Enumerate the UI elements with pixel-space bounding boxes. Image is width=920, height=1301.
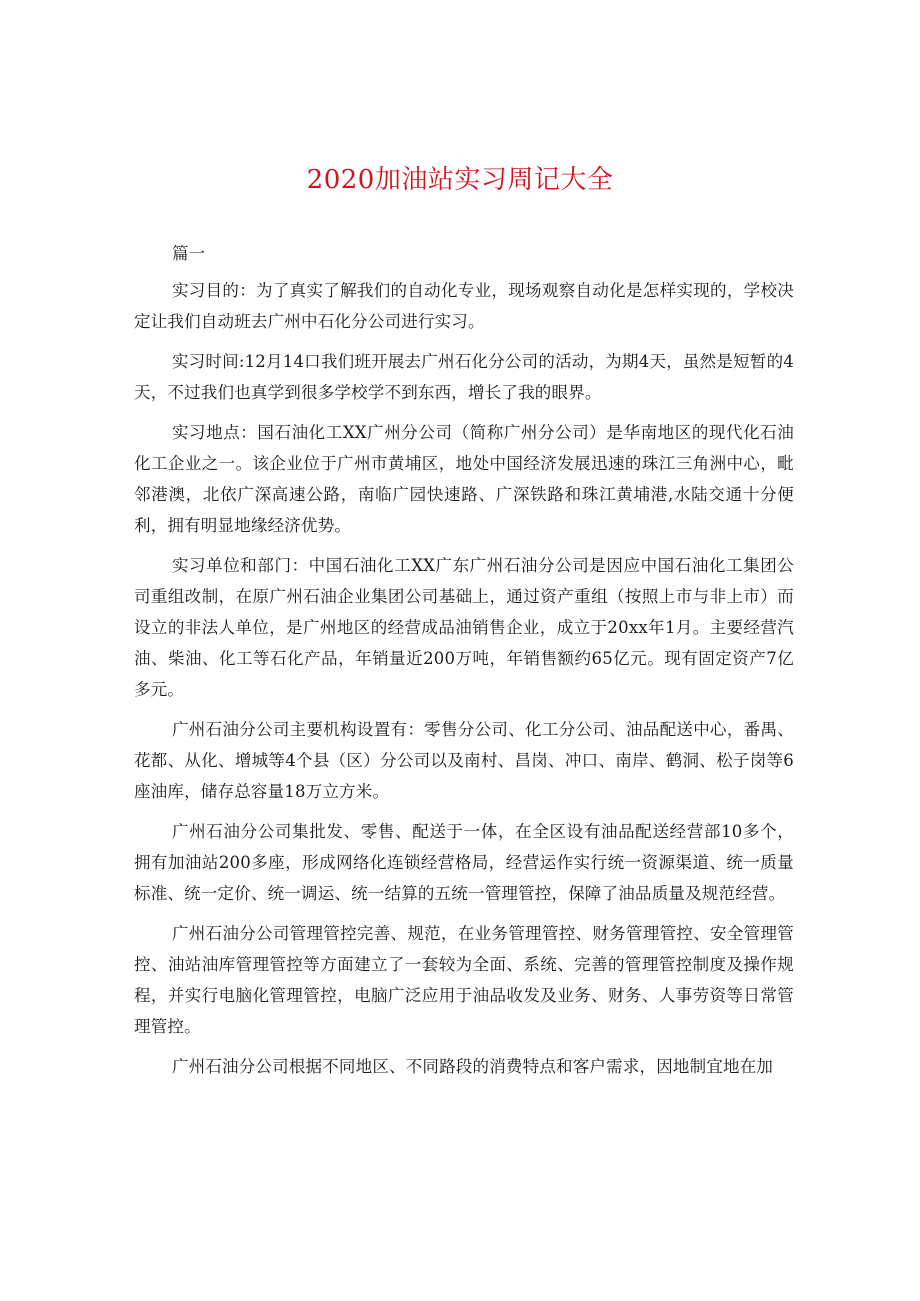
paragraph-time: 实习时间:12月14口我们班开展去广州石化分公司的活动，为期4天，虽然是短暂的4天，不过我们也真学到很多学校学不到东西，增长了我的眼界。 [134,352,794,402]
document-title: 2020加油站实习周记大全 [306,165,614,195]
paragraph-location: 实习地点：国石油化工XX广州分公司（简称广州分公司）是华南地区的现代化石油化工企业之一。该企业位于广州市黄埔区，地处中国经济发展迅速的珠江三角洲中心，毗邻港澳，北依广深高速公路，南临广园快速路、广深铁路和珠江黄埔港,水陆交通十分便利，拥有明显地缘经济优势。 [134,423,794,535]
paragraph-demand: 广州石油分公司根据不同地区、不同路段的消费特点和客户需求，因地制宜地在加 [171,1057,774,1076]
paragraph-organization: 广州石油分公司主要机构设置有：零售分公司、化工分公司、油品配送中心，番禺、花都、从化、增城等4个县（区）分公司以及南村、昌岗、冲口、南岸、鹤洞、松子岗等6座油库，储存总容量18万立方米。 [134,720,794,801]
document-body [134,238,794,1091]
paragraph-unit: 实习单位和部门：中国石油化工XX广东广州石油分公司是因应中国石油化工集团公司重组改制，在原广州石油企业集团公司基础上，通过资产重组（按照上市与非上市）而设立的非法人单位，是广州地区的经营成品油销售企业，成立于20xx年1月。主要经营汽油、柴油、化工等石化产品，年销量近200万吨，年销售额约65亿元。现有固定资产7亿多元。 [134,556,794,699]
paragraph-purpose: 实习目的：为了真实了解我们的自动化专业，现场观察自动化是怎样实现的，学校决定让我们自动班去广州中石化分公司进行实习。 [134,281,794,331]
paragraph-operations: 广州石油分公司集批发、零售、配送于一体，在全区设有油品配送经营部10多个，拥有加油站200多座，形成网络化连锁经营格局，经营运作实行统一资源渠道、统一质量标准、统一定价、统一调运、统一结算的五统一管理管控，保障了油品质量及规范经营。 [134,822,794,903]
paragraph-management: 广州石油分公司管理管控完善、规范，在业务管理管控、财务管理管控、安全管理管控、油站油库管理管控等方面建立了一套较为全面、系统、完善的管理管控制度及操作规程，并实行电脑化管理管控，电脑广泛应用于油品收发及业务、财务、人事劳资等日常管理管控。 [134,924,794,1036]
section-label: 篇一 [171,244,206,263]
